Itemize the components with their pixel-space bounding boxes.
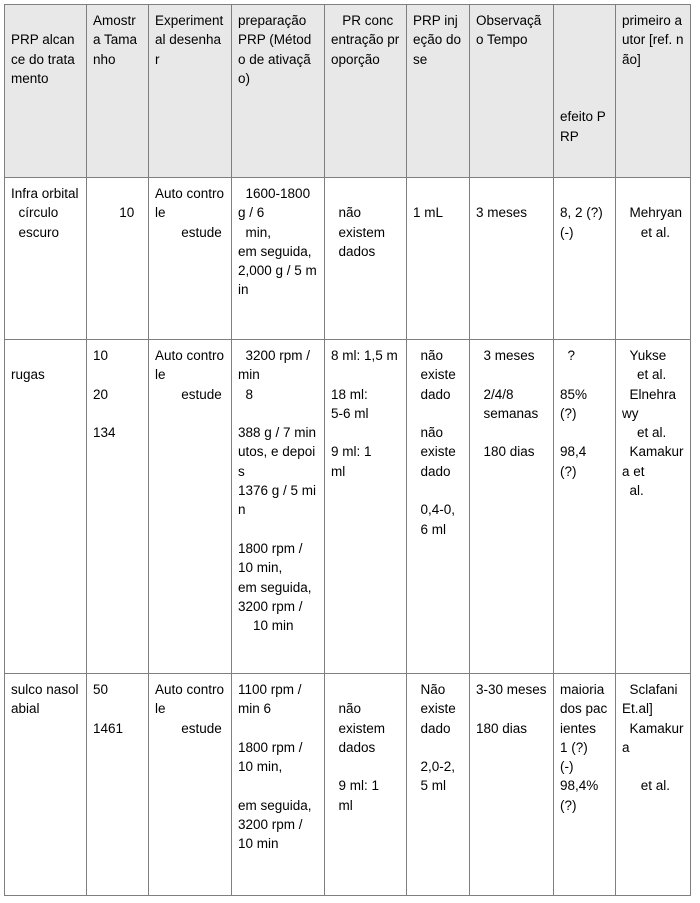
- header-label: preparação PRP (Método de ativação): [238, 13, 312, 86]
- header-prp-preparation: [232, 5, 325, 178]
- table-cell: [407, 178, 470, 340]
- table-cell: [149, 178, 232, 340]
- cell-text: não existem dados 9 ml: 1 ml: [338, 701, 386, 813]
- header-label: Experimental desenhar: [155, 13, 224, 67]
- header-label: primeiro autor [ref. não]: [622, 13, 684, 67]
- cell-text: maioria dos pacientes 1 (?) (-) 98,4% (?): [560, 682, 608, 813]
- header-first-author: [616, 5, 691, 178]
- table-cell: [325, 340, 407, 674]
- header-label: Amostra Tamanho: [93, 13, 138, 67]
- prp-studies-table: [4, 4, 691, 896]
- cell-text: Yukse et al. Elnehrawy et al. Kamakura et al.: [622, 348, 684, 499]
- cell-text: sulco nasolabial: [11, 682, 79, 717]
- table-cell: [470, 674, 554, 896]
- cell-text: Sclafani Et.al] Kamakura et al.: [622, 682, 684, 794]
- cell-text: não existe dado não existe dado 0,4-0, 6 ml: [420, 348, 456, 537]
- cell-text: 1100 rpm / min 6 1800 rpm / 10 min, em seguida, 3200 rpm / 10 min: [238, 682, 312, 852]
- header-prp-effect: [554, 5, 616, 178]
- table-cell: [554, 178, 616, 340]
- table-cell: [232, 178, 325, 340]
- cell-text: 3200 rpm / min 8 388 g / 7 minutos, e depois 1376 g / 5 min 1800 rpm / 10 min, em seguida, 3200 rpm / 10 min: [238, 348, 317, 634]
- header-treatment-range: [5, 5, 87, 178]
- header-observation-time: [470, 5, 554, 178]
- table-cell: [470, 340, 554, 674]
- table-cell: [149, 340, 232, 674]
- table-cell: [407, 340, 470, 674]
- cell-text: Não existe dado 2,0-2, 5 ml: [420, 682, 456, 794]
- table-cell: [149, 674, 232, 896]
- cell-text: 50 1461: [93, 682, 124, 736]
- table-cell: [616, 340, 691, 674]
- table-row: [5, 674, 691, 896]
- cell-text: 8 ml: 1,5 m 18 ml: 5-6 ml 9 ml: 1 ml: [331, 348, 398, 479]
- table-cell: [5, 178, 87, 340]
- table-cell: [232, 674, 325, 896]
- cell-text: rugas: [11, 367, 45, 383]
- table-cell: [325, 674, 407, 896]
- header-pr-concentration: [325, 5, 407, 178]
- cell-text: 1600-1800 g / 6 min, em seguida, 2,000 g / 5 min: [238, 186, 317, 298]
- table-cell: [470, 178, 554, 340]
- cell-text: 3-30 meses 180 dias: [476, 682, 547, 736]
- header-sample-size: [87, 5, 149, 178]
- header-label: efeito PRP: [560, 109, 606, 144]
- cell-text: 8, 2 (?) (-): [560, 205, 603, 240]
- table-cell: [554, 340, 616, 674]
- header-prp-injection-dose: [407, 5, 470, 178]
- cell-text: Auto controle estude: [155, 682, 225, 736]
- cell-text: Mehryan et al.: [629, 205, 683, 240]
- cell-text: Auto controle estude: [155, 186, 225, 240]
- table-row: [5, 178, 691, 340]
- table-cell: [407, 674, 470, 896]
- header-label: PR concentração proporção: [331, 13, 400, 67]
- cell-text: 1 mL: [413, 205, 444, 221]
- cell-text: não existem dados: [338, 205, 386, 259]
- table-cell: [325, 178, 407, 340]
- header-label: PRP injeção dose: [413, 13, 462, 67]
- header-label: PRP alcance do tratamento: [11, 32, 75, 86]
- table-cell: [87, 178, 149, 340]
- table-cell: [5, 340, 87, 674]
- table-cell: [232, 340, 325, 674]
- cell-text: 3 meses 2/4/8 semanas 180 dias: [483, 348, 539, 460]
- cell-text: 3 meses: [476, 205, 528, 221]
- table-cell: [616, 178, 691, 340]
- cell-text: ? 85% (?) 98,4 (?): [560, 348, 588, 479]
- table-header-row: [5, 5, 691, 178]
- cell-text: Infra orbital círculo escuro: [11, 186, 79, 240]
- table-row: [5, 340, 691, 674]
- cell-text: 10 20 134: [93, 348, 116, 441]
- cell-text: Auto controle estude: [155, 348, 225, 402]
- cell-text: 10: [119, 205, 135, 221]
- header-label: Observação Tempo: [476, 13, 542, 48]
- table-cell: [87, 340, 149, 674]
- table-cell: [5, 674, 87, 896]
- table-cell: [616, 674, 691, 896]
- table-cell: [554, 674, 616, 896]
- table-cell: [87, 674, 149, 896]
- header-experimental-design: [149, 5, 232, 178]
